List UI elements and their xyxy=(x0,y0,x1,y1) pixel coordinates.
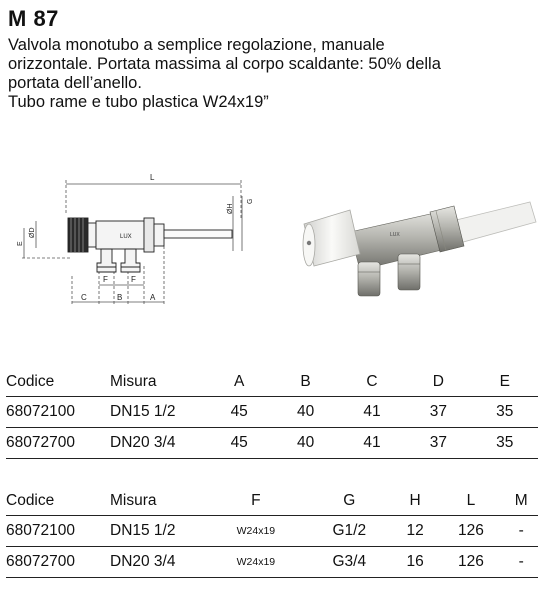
column-header: M xyxy=(514,492,528,509)
cell-h: 12 xyxy=(393,516,438,547)
table-row xyxy=(6,547,538,578)
table-header-row xyxy=(6,487,538,516)
dimension-label-e: E xyxy=(17,241,24,246)
cell-b: 40 xyxy=(272,428,338,459)
column-header: E xyxy=(499,373,510,390)
cell-c: 41 xyxy=(339,397,405,428)
table-row xyxy=(6,397,538,428)
dimension-label-g: G xyxy=(247,198,254,204)
dimension-label-l: L xyxy=(150,173,155,182)
product-code-title: M 87 xyxy=(8,6,59,31)
cell-m: - xyxy=(504,547,538,578)
cell-d: 37 xyxy=(405,397,471,428)
table-header-row xyxy=(6,368,538,397)
spec-table-dimensions xyxy=(6,368,538,459)
column-header: Codice xyxy=(6,492,55,509)
cell-d: 37 xyxy=(405,428,471,459)
description-line: Valvola monotubo a semplice regolazione, manuale xyxy=(8,36,385,54)
cell-b: 40 xyxy=(272,397,338,428)
dimension-label-f: F xyxy=(131,275,136,284)
description-line: orizzontale. Portata massima al corpo scaldante: 50% della xyxy=(8,55,441,73)
column-header: Codice xyxy=(6,373,55,390)
dimension-label-d: ØD xyxy=(29,227,36,238)
description-line: portata dell’anello. xyxy=(8,74,142,92)
description-line: Tubo rame e tubo plastica W24x19” xyxy=(8,93,269,111)
photo-brand-label: LUX xyxy=(390,232,400,238)
cell-a: 45 xyxy=(206,428,272,459)
cell-h: 16 xyxy=(393,547,438,578)
cell-l: 126 xyxy=(437,547,504,578)
dimension-label-a: A xyxy=(150,293,156,302)
column-header: H xyxy=(409,492,421,509)
cell-g: G3/4 xyxy=(306,547,393,578)
column-header: L xyxy=(466,492,476,509)
cell-misura: DN15 1/2 xyxy=(110,397,206,428)
cell-e: 35 xyxy=(472,397,538,428)
column-header: Misura xyxy=(110,373,157,390)
product-photo xyxy=(298,196,538,311)
column-header: C xyxy=(366,373,378,390)
column-header: D xyxy=(432,373,444,390)
table-row xyxy=(6,516,538,547)
cell-g: G1/2 xyxy=(306,516,393,547)
cell-f: W24x19 xyxy=(206,547,306,578)
cell-codice: 68072700 xyxy=(6,428,110,459)
cell-l: 126 xyxy=(437,516,504,547)
cell-a: 45 xyxy=(206,397,272,428)
column-header: G xyxy=(343,492,356,509)
column-header: B xyxy=(300,373,311,390)
technical-drawing xyxy=(4,166,274,316)
cell-c: 41 xyxy=(339,428,405,459)
column-header: F xyxy=(251,492,261,509)
cell-misura: DN20 3/4 xyxy=(110,428,206,459)
cell-codice: 68072700 xyxy=(6,547,110,578)
cell-e: 35 xyxy=(472,428,538,459)
cell-m: - xyxy=(504,516,538,547)
cell-misura: DN20 3/4 xyxy=(110,547,206,578)
table-row xyxy=(6,428,538,459)
dimension-label-f: F xyxy=(103,275,108,284)
product-description xyxy=(8,36,538,112)
dimension-label-c: C xyxy=(81,293,87,302)
column-header: Misura xyxy=(110,492,157,509)
column-header: A xyxy=(234,373,245,390)
cell-f: W24x19 xyxy=(206,516,306,547)
spec-table-connections xyxy=(6,487,538,578)
cell-codice: 68072100 xyxy=(6,516,110,547)
dimension-label-b: B xyxy=(117,293,123,302)
cell-misura: DN15 1/2 xyxy=(110,516,206,547)
drawing-brand-label: LUX xyxy=(120,234,132,240)
dimension-label-h: ØH xyxy=(227,203,234,214)
cell-codice: 68072100 xyxy=(6,397,110,428)
